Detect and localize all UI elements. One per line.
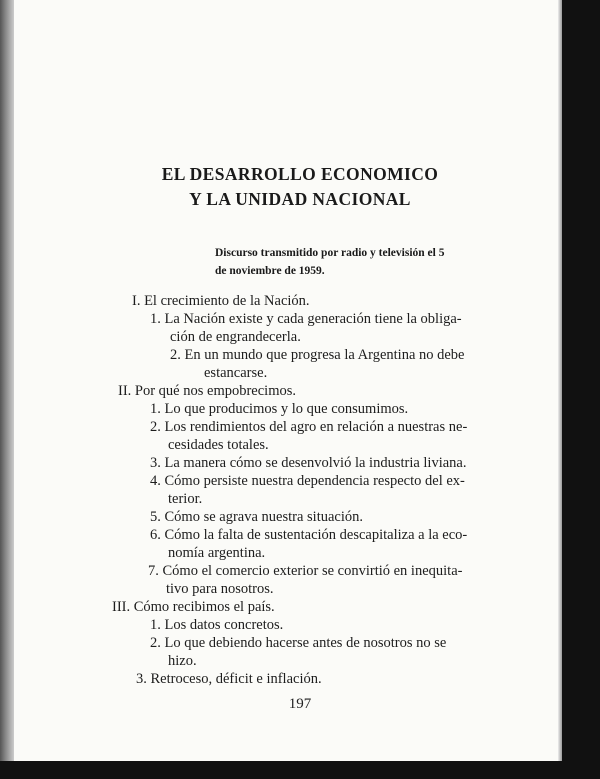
chapter-title-line-2: Y LA UNIDAD NACIONAL <box>189 189 411 209</box>
outline-item: 3. Retroceso, déficit e inflación. <box>136 671 322 687</box>
subtitle-line-1: Discurso transmitido por radio y televisión el 5 <box>215 247 445 259</box>
outline-item: 4. Cómo persiste nuestra dependencia respecto del ex- <box>150 473 465 489</box>
outline-item: 1. Lo que producimos y lo que consumimos. <box>150 401 409 417</box>
outline-item: 2. Los rendimientos del agro en relación a nuestras ne- <box>150 419 468 435</box>
outline-item: 5. Cómo se agrava nuestra situación. <box>150 509 364 525</box>
scan-border <box>0 761 600 779</box>
section-heading-1: I. El crecimiento de la Nación. <box>132 293 310 309</box>
outline-item-continuation: nomía argentina. <box>168 545 266 561</box>
outline-item: 1. La Nación existe y cada generación tiene la obliga- <box>150 311 462 327</box>
chapter-title <box>110 162 490 212</box>
outline-item-continuation: estancarse. <box>204 365 268 381</box>
chapter-subtitle <box>215 244 503 280</box>
section-heading-2: II. Por qué nos empobrecimos. <box>118 383 296 399</box>
outline-item-continuation: ción de engrandecerla. <box>170 329 301 345</box>
section-heading-3: III. Cómo recibimos el país. <box>112 599 275 615</box>
page-number: 197 <box>288 696 312 712</box>
outline-item-continuation: tivo para nosotros. <box>166 581 274 597</box>
outline-item: 1. Los datos concretos. <box>150 617 284 633</box>
page-edge <box>558 0 562 779</box>
outline-item-continuation: hizo. <box>168 653 197 669</box>
outline-item-continuation: cesidades totales. <box>168 437 269 453</box>
chapter-title-line-1: EL DESARROLLO ECONOMICO <box>161 164 439 184</box>
binding-edge <box>0 0 14 779</box>
outline-item: 2. Lo que debiendo hacerse antes de nosotros no se <box>150 635 447 651</box>
subtitle-line-2: de noviembre de 1959. <box>215 265 325 277</box>
outline-item: 3. La manera cómo se desenvolvió la industria liviana. <box>150 455 467 471</box>
outline-item: 7. Cómo el comercio exterior se convirtió en inequita- <box>148 563 463 579</box>
outline-item: 2. En un mundo que progresa la Argentina no debe <box>170 347 465 363</box>
outline-item-continuation: terior. <box>168 491 203 507</box>
outline-item: 6. Cómo la falta de sustentación descapitaliza a la eco- <box>150 527 468 543</box>
